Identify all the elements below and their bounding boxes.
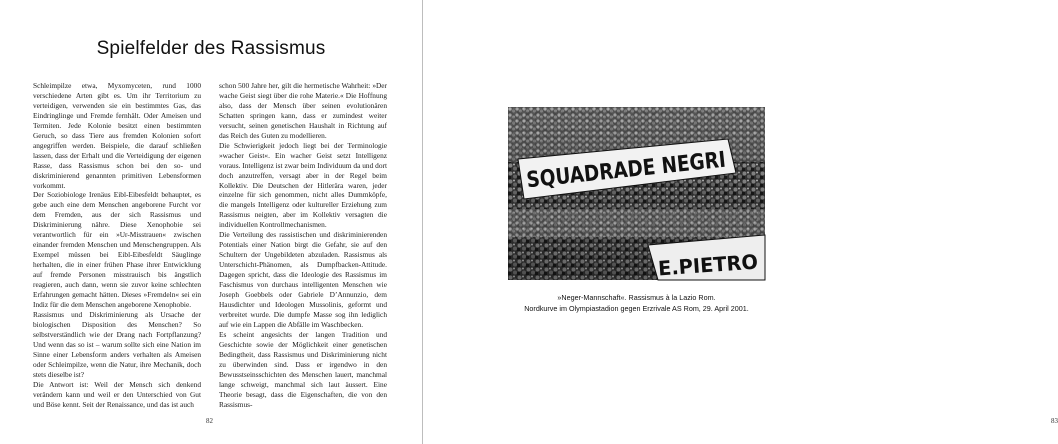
paragraph: Die Antwort ist: Weil der Mensch sich denkend verändern kann und weil er den Unterschied von Gut und Böse kennt. Seit der Renaissance, und das ist auch: [33, 379, 201, 409]
caption-line-2: Nordkurve im Olympiastadion gegen Erzrivale AS Rom, 29. April 2001.: [524, 303, 749, 313]
page-number-right: 83: [1051, 417, 1058, 425]
text-column-1: [33, 81, 201, 409]
paragraph: Der Soziobiologe Irenäus Eibl-Eibesfeldt behauptet, es gebe auch eine dem Menschen angeborene Furcht vor dem Fremden, aus der sich Rassismus und Diskriminierung nähre. Diese Xenophobie sei verantwortlich für ein »Ur-Misstrauen« zwischen einander fremden Menschen und Menschengruppen. Als Exempel müssen bei Eibl-Eibesfeldt Säuglinge herhalten, die in einer frühen Phase ihrer Entwicklung auf fremde Personen misstrauisch bis ängstlich reagieren, auch dann, wenn sie zuvor keine schlechten Erfahrungen gemacht hätten. Dieses »Fremdeln« sei ein Indiz für die dem Menschen angeborene Xenophobie.: [33, 190, 201, 309]
text-column-2: [219, 81, 387, 409]
stadium-photo-image: [508, 107, 765, 280]
paragraph: Rassismus und Diskriminierung als Ursache der biologischen Disposition des Menschen? So selbstverständlich wie der Drang nach Fortpflanzung? Und wenn das so ist – warum sollte sich eine Nation im Sinne einer Lebensform anders verhalten als Ameisen oder Schleimpilze, wenn die Natur, ihre Mechanik, doch stets dieselbe ist?: [33, 309, 201, 379]
photo-caption: [508, 293, 765, 314]
banner-lower-text: E.PIETRO: [657, 249, 762, 281]
paragraph: schon 500 Jahre her, gilt die hermetische Wahrheit: »Der wache Geist siegt über die rohe Materie.« Die Hoffnung also, dass der Mensch über seinen evolutionären Schatten springen kann, dass er zumindest weiter versucht, seinen genetischen Haushalt in Richtung auf das Reich des Guten zu modellieren.: [219, 81, 387, 140]
paragraph: Schleimpilze etwa, Myxomyceten, rund 1000 verschiedene Arten gibt es. Um ihr Territorium zu verteidigen, verwenden sie ein bestimmtes Gas, das Eindringlinge und Fremde fernhält. Oder Ameisen und Termiten. Jede Kolonie besitzt einen bestimmten Geruch, so dass Tiere aus fremden Kolonien sofort angegriffen werden. Beispiele, die darauf schließen lassen, dass der Erhalt und die Verteidigung der eigenen Rasse, dass Rassismus schon bei den so- und diskriminierend genannten primitiven Lebensformen vorkommt.: [33, 81, 201, 190]
paragraph: Es scheint angesichts der langen Tradition und Geschichte sowie der Möglichkeit einer genetischen Bedingtheit, dass Rassismus und Diskriminierung nicht zu überwinden sind. Dass er irgendwo in den Bewusstseinsschichten des Menschen lauert, manchmal lange schweigt, manchmal sich laut äussert. Eine Theorie besagt, dass die Eigenschaften, die von den Rassismus-: [219, 329, 387, 409]
paragraph: Die Schwierigkeit jedoch liegt bei der Terminologie »wacher Geist«. Ein wacher Geist setzt Intelligenz voraus. Intelligenz ist zwar beim Individuum da und dort doch anzutreffen, versagt aber in der Regel beim Kollektiv. Die Deutschen der Hitlerära waren, jeder einzelne für sich genommen, nicht alles Dummköpfe, die mangels Intelligenz oder kultureller Erziehung zum Rassismus neigten, aber im Kollektiv versagten die individuellen Kontrollmechanismen.: [219, 140, 387, 230]
caption-line-1: »Neger-Mannschaft«. Rassismus à la Lazio Rom.: [557, 293, 716, 302]
paragraph: Die Verteilung des rassistischen und diskriminierenden Potentials einer Nation birgt die Gefahr, sie auf den Schultern der Ungebildeten abzuladen. Rassismus als Unterschicht-Phänomen, als Dumpfbacken-Attitude. Dagegen spricht, dass die Ideologie des Rassismus im Faschismus von durchaus intelligenten Menschen wie Joseph Goebbels oder Gabriele D’Annunzio, dem Hausdichter und Ideologen Mussolinis, geformt und verbreitet wurde. Die dumpfe Masse sog ihn lediglich auf wie ein Lappen die Abfälle im Waschbecken.: [219, 230, 387, 329]
chapter-title: Spielfelder des Rassismus: [96, 38, 326, 59]
banner-main-text: SQUADRADE NEGRI: [525, 143, 766, 194]
page-number-left: 82: [206, 417, 213, 425]
stadium-photo: [508, 107, 765, 280]
left-page: [0, 0, 422, 444]
